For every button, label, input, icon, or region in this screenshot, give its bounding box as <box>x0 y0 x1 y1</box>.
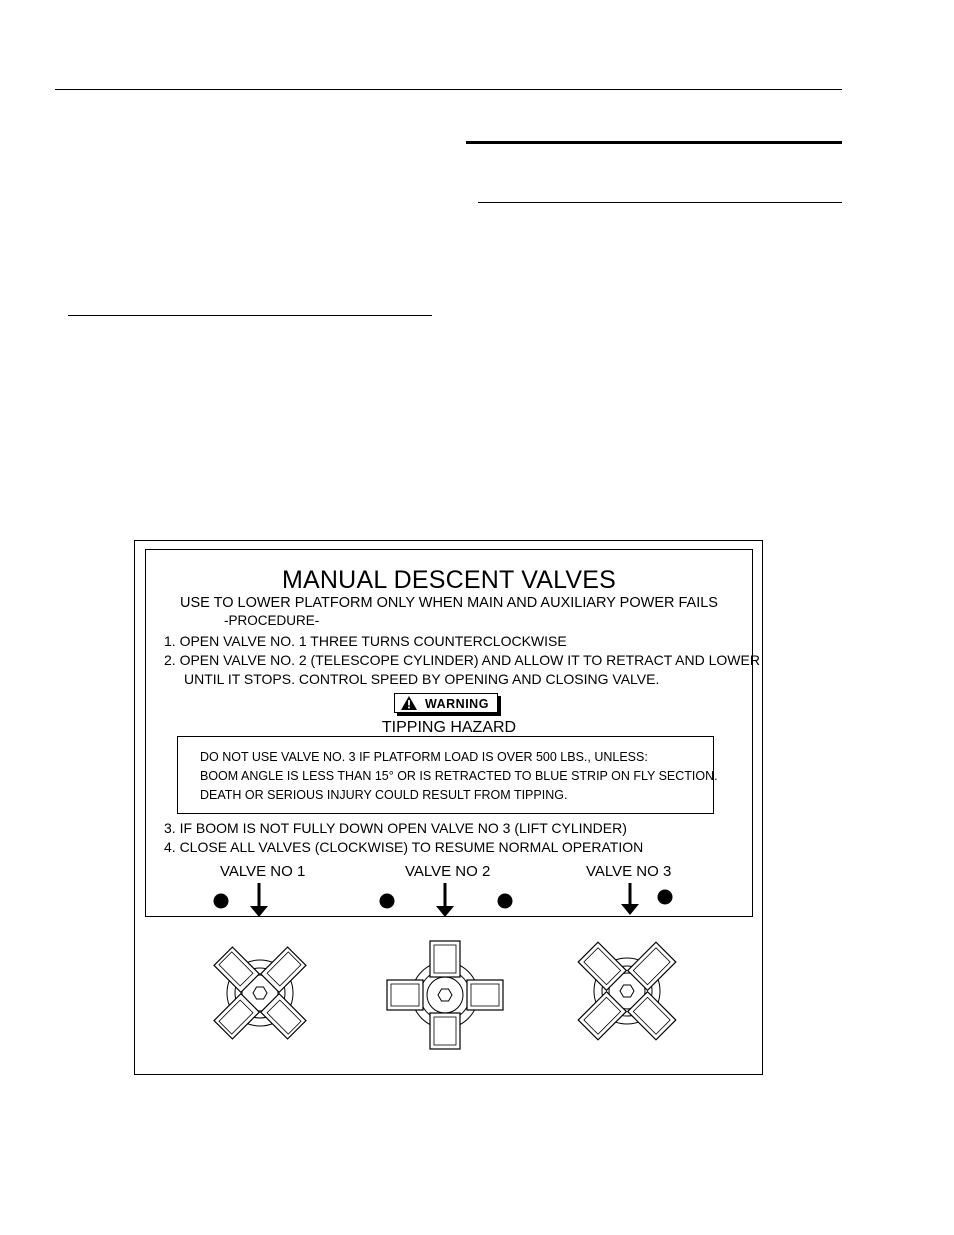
valve-3-label: VALVE NO 3 <box>586 863 672 880</box>
valve-1-dot-icon <box>214 894 229 909</box>
step-2: 2. OPEN VALVE NO. 2 (TELESCOPE CYLINDER) AND ALLOW IT TO RETRACT AND LOWER <box>164 652 760 668</box>
valve-2-arrow-icon <box>436 883 454 916</box>
valve-2-label: VALVE NO 2 <box>405 863 491 880</box>
heading-rule-thick <box>466 141 842 144</box>
decal-title: MANUAL DESCENT VALVES <box>282 566 616 594</box>
section-rule-left <box>68 315 432 316</box>
heading-rule-thin <box>478 202 842 203</box>
step-2-continued: UNTIL IT STOPS. CONTROL SPEED BY OPENING AND CLOSING VALVE. <box>184 671 660 687</box>
procedure-heading: -PROCEDURE- <box>224 613 320 628</box>
hazard-line-3: DEATH OR SERIOUS INJURY COULD RESULT FROM TIPPING. <box>200 788 568 802</box>
hazard-line-2: BOOM ANGLE IS LESS THAN 15° OR IS RETRACTED TO BLUE STRIP ON FLY SECTION. <box>200 769 718 783</box>
step-4: 4. CLOSE ALL VALVES (CLOCKWISE) TO RESUME NORMAL OPERATION <box>164 839 644 855</box>
valve-3-handle-icon <box>569 933 685 1049</box>
header-rule <box>55 89 842 90</box>
manual-descent-decal <box>134 540 763 1075</box>
instruction-panel <box>145 549 760 917</box>
valve-2-handle-icon <box>385 938 505 1052</box>
hazard-title: TIPPING HAZARD <box>381 719 517 736</box>
decal-subtitle: USE TO LOWER PLATFORM ONLY WHEN MAIN AND AUXILIARY POWER FAILS <box>180 595 718 611</box>
valve-3-dot-icon <box>658 890 673 905</box>
valve-3-arrow-icon <box>621 883 639 915</box>
step-1: 1. OPEN VALVE NO. 1 THREE TURNS COUNTERCLOCKWISE <box>164 633 567 649</box>
valve-1-label: VALVE NO 1 <box>220 863 306 880</box>
warning-label: WARNING <box>425 697 489 711</box>
valve-1-handle-icon <box>205 938 315 1048</box>
hazard-line-1: DO NOT USE VALVE NO. 3 IF PLATFORM LOAD IS OVER 500 LBS., UNLESS: <box>200 750 648 764</box>
valve-2-dot-left-icon <box>380 894 395 909</box>
valve-1-arrow-icon <box>250 883 268 916</box>
valve-markers <box>146 550 752 916</box>
step-3: 3. IF BOOM IS NOT FULLY DOWN OPEN VALVE NO 3 (LIFT CYLINDER) <box>164 820 627 836</box>
valve-2-dot-right-icon <box>498 894 513 909</box>
